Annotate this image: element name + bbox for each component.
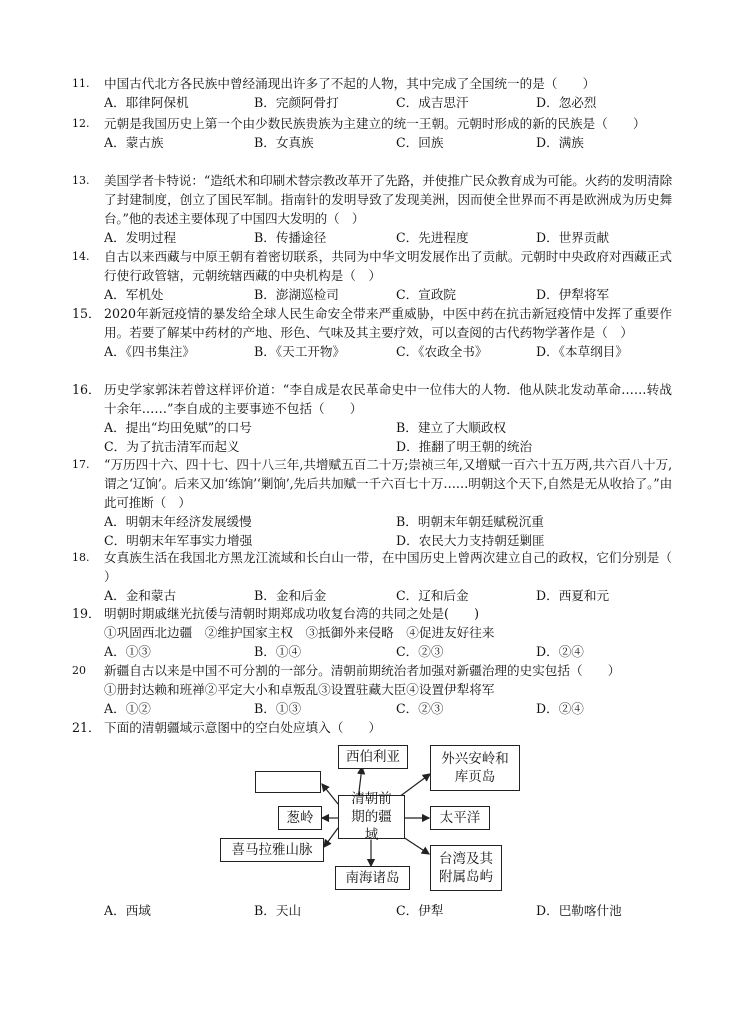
question-12 [72,114,672,152]
question-21-options [72,901,672,920]
question-text: 明朝时期戚继光抗倭与清朝时期郑成功收复台湾的共同之处是( ) [104,606,480,621]
option-a[interactable]: A．耶律阿保机 [104,95,189,110]
option-d[interactable]: D．②④ [536,701,584,716]
option-b[interactable]: B．《天工开物》 [254,344,346,359]
option-a[interactable]: A．西域 [104,903,151,918]
question-18 [72,548,672,605]
question-text: 新疆自古以来是中国不可分割的一部分。清朝前期统治者加强对新疆治理的史实包括（ ） [104,663,621,678]
option-d[interactable]: D．忽必烈 [536,95,597,110]
option-b[interactable]: B．天山 [254,903,302,918]
qing-territory-diagram [231,740,530,900]
box-pacific: 太平洋 [430,806,490,830]
option-a[interactable]: A．①② [104,701,151,716]
question-17 [72,455,672,550]
options [104,228,672,247]
question-text: 女真族生活在我国北方黑龙江流域和长白山一带，在中国历史上曾两次建立自己的政权，它们分别是（ ） [104,550,672,584]
question-text: 中国古代北方各民族中曾经涌现出许多了不起的人物，其中完成了全国统一的是（ ） [104,76,596,91]
option-c[interactable]: C．②③ [396,701,444,716]
option-c[interactable]: C．宣政院 [396,287,457,302]
box-himalaya: 喜马拉雅山脉 [220,838,324,862]
option-b[interactable]: B．澎湖巡检司 [254,287,339,302]
options [104,285,672,304]
option-b[interactable]: B．明朝末年朝廷赋税沉重 [396,514,544,529]
arrow-himalaya [324,828,338,847]
question-11 [72,74,672,112]
question-19 [72,604,672,661]
question-number: 19． [72,606,101,621]
option-a[interactable]: A．《四书集注》 [104,344,195,359]
option-d[interactable]: D．伊犁将军 [536,287,610,302]
statement-list: ①巩固西北边疆 ②维护国家主权 ③抵御外来侵略 ④促进友好往来 [104,625,495,640]
option-a[interactable]: A．明朝末年经济发展缓慢 [104,514,252,529]
option-b[interactable]: B．①③ [254,701,302,716]
question-15 [72,304,672,361]
option-d[interactable]: D．世界贡献 [536,230,610,245]
question-text: 下面的清朝疆域示意图中的空白处应填入（ ） [104,720,382,735]
question-text: 2020年新冠疫情的暴发给全球人民生命安全带来严重威胁，中医中药在抗击新冠疫情中发挥了重要作用。若要了解某中药材的产地、形色、气味及其主要疗效，可以查阅的古代药物学著作是（ ） [104,306,672,340]
option-d[interactable]: D．推翻了明王朝的统治 [396,439,533,454]
statement-list: ①册封达赖和班禅②平定大小和卓叛乱③设置驻藏大臣④设置伊犁将军 [104,682,495,697]
box-taiwan: 台湾及其附属岛屿 [430,845,502,891]
options [104,133,672,152]
option-c[interactable]: C．《农政全书》 [396,344,488,359]
question-number: 15． [72,306,101,321]
question-text: 历史学家郭沫若曾这样评价道：“李自成是农民革命史中一位伟大的人物．他从陕北发动革命……转战十余年……”李自成的主要事迹不包括（ ） [104,382,672,416]
options [104,699,672,718]
option-d[interactable]: D．农民大力支持朝廷剿匪 [396,533,545,548]
box-blank [255,771,321,793]
question-13 [72,171,672,247]
option-c[interactable]: C．回族 [396,135,444,150]
option-b[interactable]: B．传播途径 [254,230,327,245]
box-center: 清朝前期的疆域 [338,795,405,839]
option-a[interactable]: A．金和蒙古 [104,588,177,603]
question-16 [72,380,672,456]
question-14 [72,247,672,304]
question-number: 13. [72,174,90,187]
option-a[interactable]: A．发明过程 [104,230,177,245]
box-siberia: 西伯利亚 [338,745,408,769]
question-20 [72,661,672,718]
option-c[interactable]: C．伊犁 [396,903,444,918]
options [104,93,672,112]
box-waixing: 外兴安岭和库页岛 [430,745,520,791]
options [104,901,672,920]
options [104,418,672,437]
option-c[interactable]: C．明朝末年军事实力增强 [104,533,253,548]
option-b[interactable]: B．金和后金 [254,588,327,603]
question-number: 20 [72,664,86,677]
question-text: 元朝是我国历史上第一个由少数民族贵族为主建立的统一王朝。元朝时形成的新的民族是（ ） [104,116,646,131]
option-c[interactable]: C．辽和后金 [396,588,469,603]
question-number: 16． [72,382,101,397]
option-d[interactable]: D．《本草纲目》 [536,344,628,359]
box-nanhai: 南海诸岛 [335,866,410,890]
option-c[interactable]: C．②③ [396,644,444,659]
option-a[interactable]: A．蒙古族 [104,135,164,150]
option-d[interactable]: D．满族 [536,135,584,150]
box-congling: 葱岭 [278,806,322,830]
option-d[interactable]: D．巴勒喀什池 [536,903,622,918]
option-a[interactable]: A．提出“均田免赋”的口号 [104,420,252,435]
question-text: 自古以来西藏与中原王朝有着密切联系，共同为中华文明发展作出了贡献。元朝时中央政府对西藏正式行使行政管辖，元朝统辖西藏的中央机构是（ ） [104,249,672,283]
option-b[interactable]: B．女真族 [254,135,314,150]
option-a[interactable]: A．①③ [104,644,151,659]
option-c[interactable]: C．成吉思汗 [396,95,469,110]
option-c[interactable]: C．先进程度 [396,230,469,245]
option-c[interactable]: C．为了抗击清军而起义 [104,439,240,454]
options [104,642,672,661]
question-number: 21． [72,720,101,735]
question-number: 11. [72,77,90,90]
option-d[interactable]: D．西夏和元 [536,588,610,603]
option-a[interactable]: A．军机处 [104,287,164,302]
question-text: “万历四十六、四十七、四十八三年,共增赋五百二十万;崇祯三年,又增赋一百六十五万两,共六百八十万,谓之‘辽饷’。后来又加‘练饷’‘剿饷’,先后共加赋一千六百七十万……明朝这个天下,自然是无从收拾了。”由此可推断（ ） [104,457,672,510]
question-21 [72,718,672,737]
options [104,586,672,605]
option-d[interactable]: D．②④ [536,644,584,659]
options [104,342,672,361]
question-text: 美国学者卡特说：“造纸术和印刷术替宗教改革开了先路，并使推广民众教育成为可能。火药的发明清除了封建制度，创立了国民军制。指南针的发明导致了发现美洲，因而使全世界而不再是欧洲成为历史舞台。”他的表述主要体现了中国四大发明的（ ） [104,173,672,226]
question-number: 12. [72,117,90,130]
question-number: 17. [72,458,90,471]
options [104,512,672,531]
option-b[interactable]: B．建立了大顺政权 [396,420,507,435]
option-b[interactable]: B．①④ [254,644,302,659]
option-b[interactable]: B．完颜阿骨打 [254,95,339,110]
arrow-blank [322,784,338,804]
question-number: 14. [72,250,90,263]
question-number: 18. [72,551,90,564]
options [104,437,672,456]
